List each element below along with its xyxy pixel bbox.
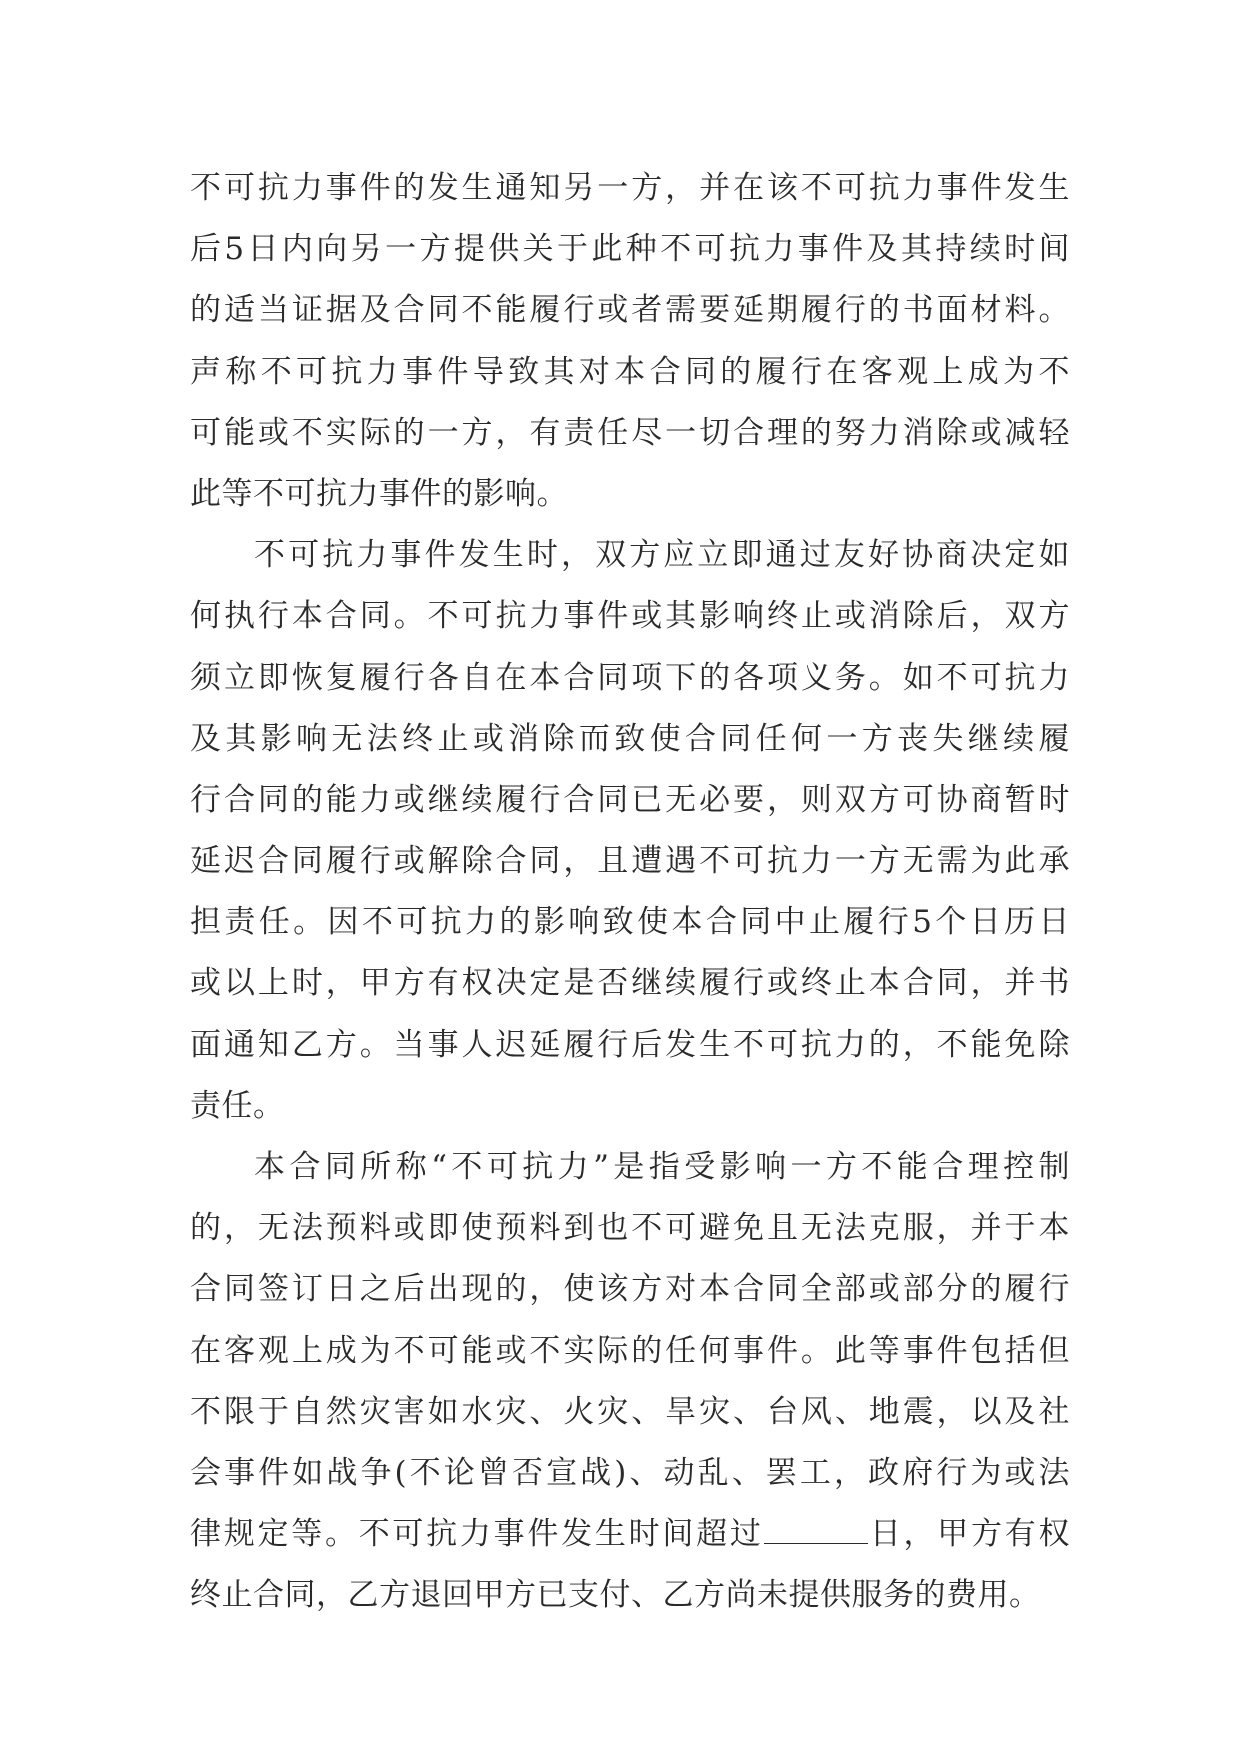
paragraph-2-line-10: 责任。	[190, 1087, 285, 1124]
paragraph-1-line-6: 此等不可抗力事件的影响。	[190, 475, 568, 512]
paragraph-2-line-4: 及其影响无法终止或消除而致使合同任何一方丧失继续履	[190, 720, 1070, 757]
paragraph-2-line-5: 行合同的能力或继续履行合同已无必要，则双方可协商暂时	[190, 781, 1070, 818]
paragraph-3-line-1: 本合同所称“不可抗力”是指受影响一方不能合理控制	[254, 1149, 1070, 1185]
paragraph-3-line-3: 合同签订日之后出现的，使该方对本合同全部或部分的履行	[190, 1271, 1070, 1308]
paragraph-1-line-1: 不可抗力事件的发生通知另一方，并在该不可抗力事件发生	[190, 170, 1070, 206]
paragraph-1-line-5: 可能或不实际的一方，有责任尽一切合理的努力消除或减轻	[190, 414, 1070, 451]
paragraph-2-line-6: 延迟合同履行或解除合同，且遭遇不可抗力一方无需为此承	[190, 843, 1070, 880]
paragraph-3-line-7-with-blank	[190, 1504, 1070, 1565]
paragraph-1-line-2: 后5日内向另一方提供关于此种不可抗力事件及其持续时间	[190, 231, 1070, 268]
paragraph-3-line-5: 不限于自然灾害如水灾、火灾、旱灾、台风、地震，以及社	[190, 1393, 1070, 1430]
paragraph-2-line-1: 不可抗力事件发生时，双方应立即通过友好协商决定如	[254, 537, 1070, 574]
blank-line-prefix: 律规定等。不可抗力事件发生时间超过	[190, 1516, 764, 1553]
paragraph-3-line-2: 的，无法预料或即使预料到也不可避免且无法克服，并于本	[190, 1210, 1070, 1247]
paragraph-3-line-4: 在客观上成为不可能或不实际的任何事件。此等事件包括但	[190, 1332, 1070, 1369]
paragraph-1-line-4: 声称不可抗力事件导致其对本合同的履行在客观上成为不	[190, 353, 1070, 390]
paragraph-2-line-3: 须立即恢复履行各自在本合同项下的各项义务。如不可抗力	[190, 659, 1070, 696]
paragraph-2-line-8: 或以上时，甲方有权决定是否继续履行或终止本合同，并书	[190, 965, 1070, 1002]
document-body	[190, 158, 1070, 1627]
paragraph-2-line-7: 担责任。因不可抗力的影响致使本合同中止履行5个日历日	[190, 904, 1070, 941]
paragraph-2-line-2: 何执行本合同。不可抗力事件或其影响终止或消除后，双方	[190, 598, 1070, 635]
paragraph-2-line-9: 面通知乙方。当事人迟延履行后发生不可抗力的，不能免除	[190, 1026, 1070, 1063]
paragraph-3-line-8: 终止合同，乙方退回甲方已支付、乙方尚未提供服务的费用。	[190, 1577, 1041, 1614]
blank-line-suffix: 日，甲方有权	[867, 1516, 1071, 1553]
paragraph-3-line-6: 会事件如战争(不论曾否宣战)、动乱、罢工，政府行为或法	[190, 1454, 1070, 1491]
fill-in-blank	[764, 1509, 868, 1544]
paragraph-1-line-3: 的适当证据及合同不能履行或者需要延期履行的书面材料。	[190, 292, 1070, 329]
